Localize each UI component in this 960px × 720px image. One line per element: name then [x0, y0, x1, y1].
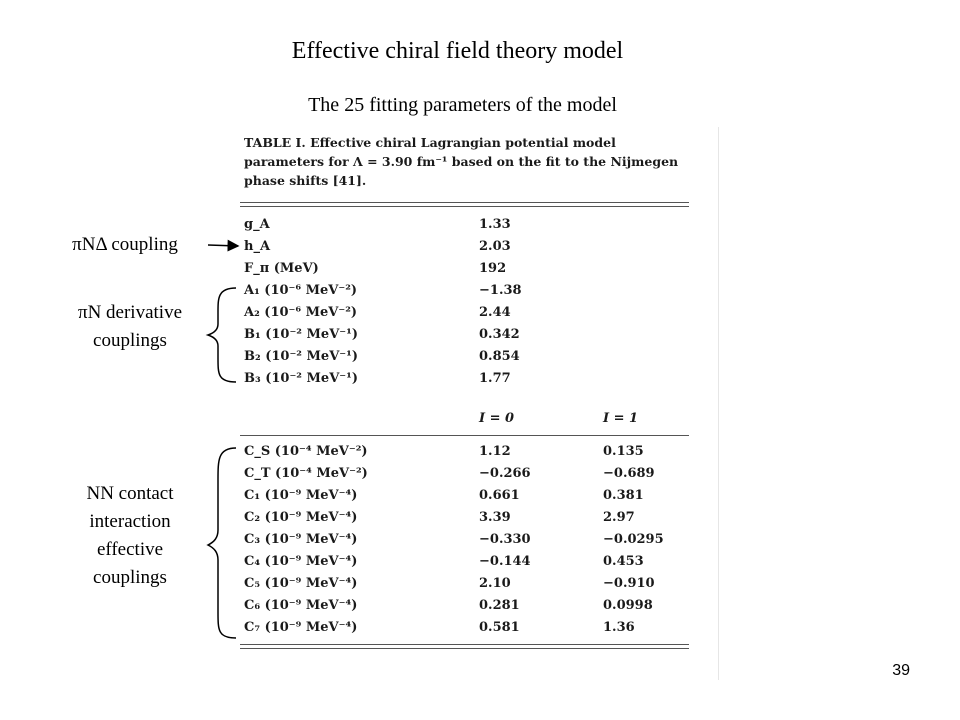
- derivative-brace: [208, 288, 236, 382]
- annotation-line: NN contact: [86, 483, 174, 504]
- parameter-name: C₁ (10⁻⁹ MeV⁻⁴): [244, 488, 358, 503]
- parameter-name: C₃ (10⁻⁹ MeV⁻⁴): [244, 532, 358, 547]
- parameter-name: C₂ (10⁻⁹ MeV⁻⁴): [244, 510, 358, 525]
- annotation-line: interaction: [89, 511, 171, 532]
- parameter-value: 1.33: [479, 217, 511, 232]
- parameter-value: 192: [479, 261, 507, 276]
- value-i0: 0.581: [479, 620, 520, 635]
- column-header-i0: I = 0: [479, 411, 515, 426]
- parameter-value: 0.342: [479, 327, 520, 342]
- parameter-value: 2.03: [479, 239, 511, 254]
- parameter-name: C_S (10⁻⁴ MeV⁻²): [244, 444, 368, 459]
- parameter-name: C_T (10⁻⁴ MeV⁻²): [244, 466, 368, 481]
- slide-title: Effective chiral field theory model: [291, 38, 624, 64]
- value-i1: 0.381: [603, 488, 644, 503]
- value-i0: −0.144: [479, 554, 531, 569]
- parameter-name: h_A: [244, 239, 271, 254]
- page-number: 39: [892, 662, 910, 679]
- parameter-value: −1.38: [479, 283, 522, 298]
- coupling-arrow: [208, 245, 238, 246]
- parameter-name: F_π (MeV): [244, 261, 319, 276]
- parameter-value: 1.77: [479, 371, 511, 386]
- annotation-line: couplings: [93, 567, 167, 588]
- annotation-line: couplings: [93, 330, 167, 351]
- value-i0: 1.12: [479, 444, 511, 459]
- value-i1: 0.135: [603, 444, 644, 459]
- parameter-name: C₄ (10⁻⁹ MeV⁻⁴): [244, 554, 358, 569]
- value-i1: 1.36: [603, 620, 635, 635]
- parameter-name: g_A: [244, 217, 270, 232]
- annotation-line: effective: [96, 539, 164, 560]
- contact-brace: [208, 448, 236, 638]
- value-i1: 0.0998: [603, 598, 653, 613]
- parameter-name: C₆ (10⁻⁹ MeV⁻⁴): [244, 598, 358, 613]
- value-i1: −0.0295: [603, 532, 664, 547]
- value-i0: 0.281: [479, 598, 520, 613]
- parameter-name: B₁ (10⁻² MeV⁻¹): [244, 327, 358, 342]
- parameter-name: B₃ (10⁻² MeV⁻¹): [244, 371, 358, 386]
- slide-subtitle: The 25 fitting parameters of the model: [308, 94, 617, 116]
- value-i1: −0.910: [603, 576, 655, 591]
- value-i1: 0.453: [603, 554, 644, 569]
- column-header-i1: I = 1: [603, 411, 639, 426]
- value-i0: −0.330: [479, 532, 531, 547]
- value-i0: 0.661: [479, 488, 520, 503]
- annotation-line: πN derivative: [77, 302, 183, 323]
- parameter-value: 0.854: [479, 349, 520, 364]
- parameter-name: B₂ (10⁻² MeV⁻¹): [244, 349, 358, 364]
- parameter-value: 2.44: [479, 305, 511, 320]
- value-i0: 3.39: [479, 510, 511, 525]
- parameter-name: C₅ (10⁻⁹ MeV⁻⁴): [244, 576, 358, 591]
- value-i0: 2.10: [479, 576, 511, 591]
- parameter-name: A₂ (10⁻⁶ MeV⁻²): [244, 305, 358, 320]
- table-caption: TABLE I. Effective chiral Lagrangian potential model parameters for Λ = 3.90 fm⁻¹ based on the fit to the Nijmegen phase shifts [41].: [244, 135, 679, 188]
- annotation-pi-n-delta-coupling: πNΔ coupling: [72, 234, 178, 255]
- value-i1: 2.97: [603, 510, 635, 525]
- value-i0: −0.266: [479, 466, 531, 481]
- parameter-name: A₁ (10⁻⁶ MeV⁻²): [244, 283, 358, 298]
- value-i1: −0.689: [603, 466, 655, 481]
- parameter-name: C₇ (10⁻⁹ MeV⁻⁴): [244, 620, 358, 635]
